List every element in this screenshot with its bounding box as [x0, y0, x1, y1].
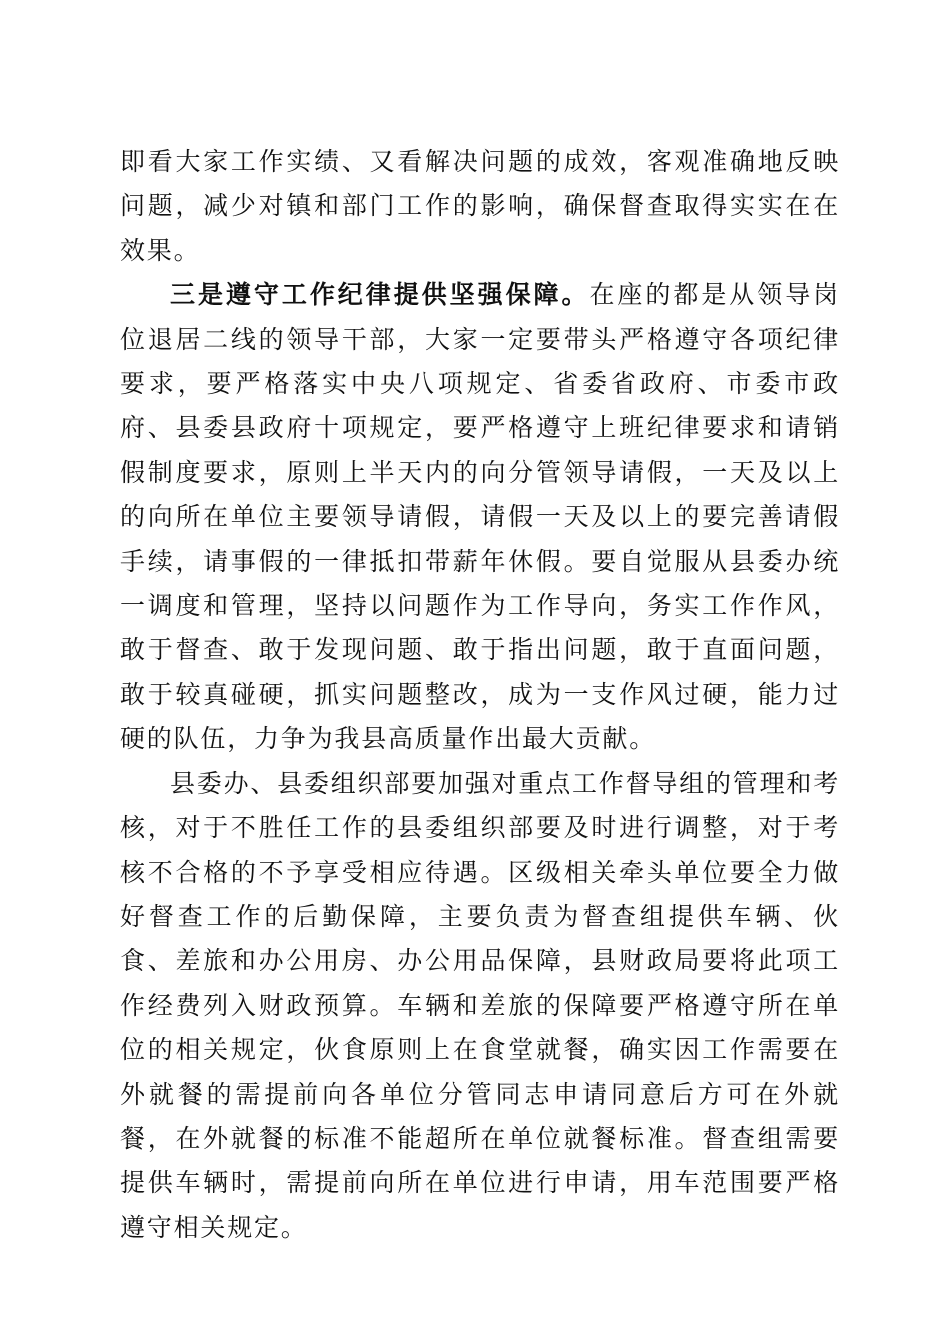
paragraph-3: 县委办、县委组织部要加强对重点工作督导组的管理和考核，对于不胜任工作的县委组织部要及时进行调整，对于考核不合格的不予享受相应待遇。区级相关牵头单位要全力做好督查工作的后勤保障，主要负责为督查组提供车辆、伙食、差旅和办公用房、办公用品保障，县财政局要将此项工作经费列入财政预算。车辆和差旅的保障要严格遵守所在单位的相关规定，伙食原则上在食堂就餐，确实因工作需要在外就餐的需提前向各单位分管同志申请同意后方可在外就餐，在外就餐的标准不能超所在单位就餐标准。督查组需要提供车辆时，需提前向所在单位进行申请，用车范围要严格遵守相关规定。: [120, 768, 841, 1242]
paragraph-2: [120, 273, 840, 761]
paragraph-2-body: 在座的都是从领导岗位退居二线的领导干部，大家一定要带头严格遵守各项纪律要求，要严格落实中央八项规定、省委省政府、市委市政府、县委县政府十项规定，要严格遵守上班纪律要求和请销假制度要求，原则上半天内的向分管领导请假，一天及以上的向所在单位主要领导请假，请假一天及以上的要完善请假手续，请事假的一律抵扣带薪年休假。要自觉服从县委办统一调度和管理，坚持以问题作为工作导向，务实工作作风，敢于督查、敢于发现问题、敢于指出问题，敢于直面问题，敢于较真碰硬，抓实问题整改，成为一支作风过硬，能力过硬的队伍，力争为我县高质量作出最大贡献。: [120, 280, 840, 754]
paragraph-1: 即看大家工作实绩、又看解决问题的成效，客观准确地反映问题，减少对镇和部门工作的影响，确保督查取得实实在在效果。: [120, 147, 840, 265]
paragraph-2-lead: 三是遵守工作纪律提供坚强保障。: [170, 280, 590, 310]
document-body: [120, 140, 840, 1250]
